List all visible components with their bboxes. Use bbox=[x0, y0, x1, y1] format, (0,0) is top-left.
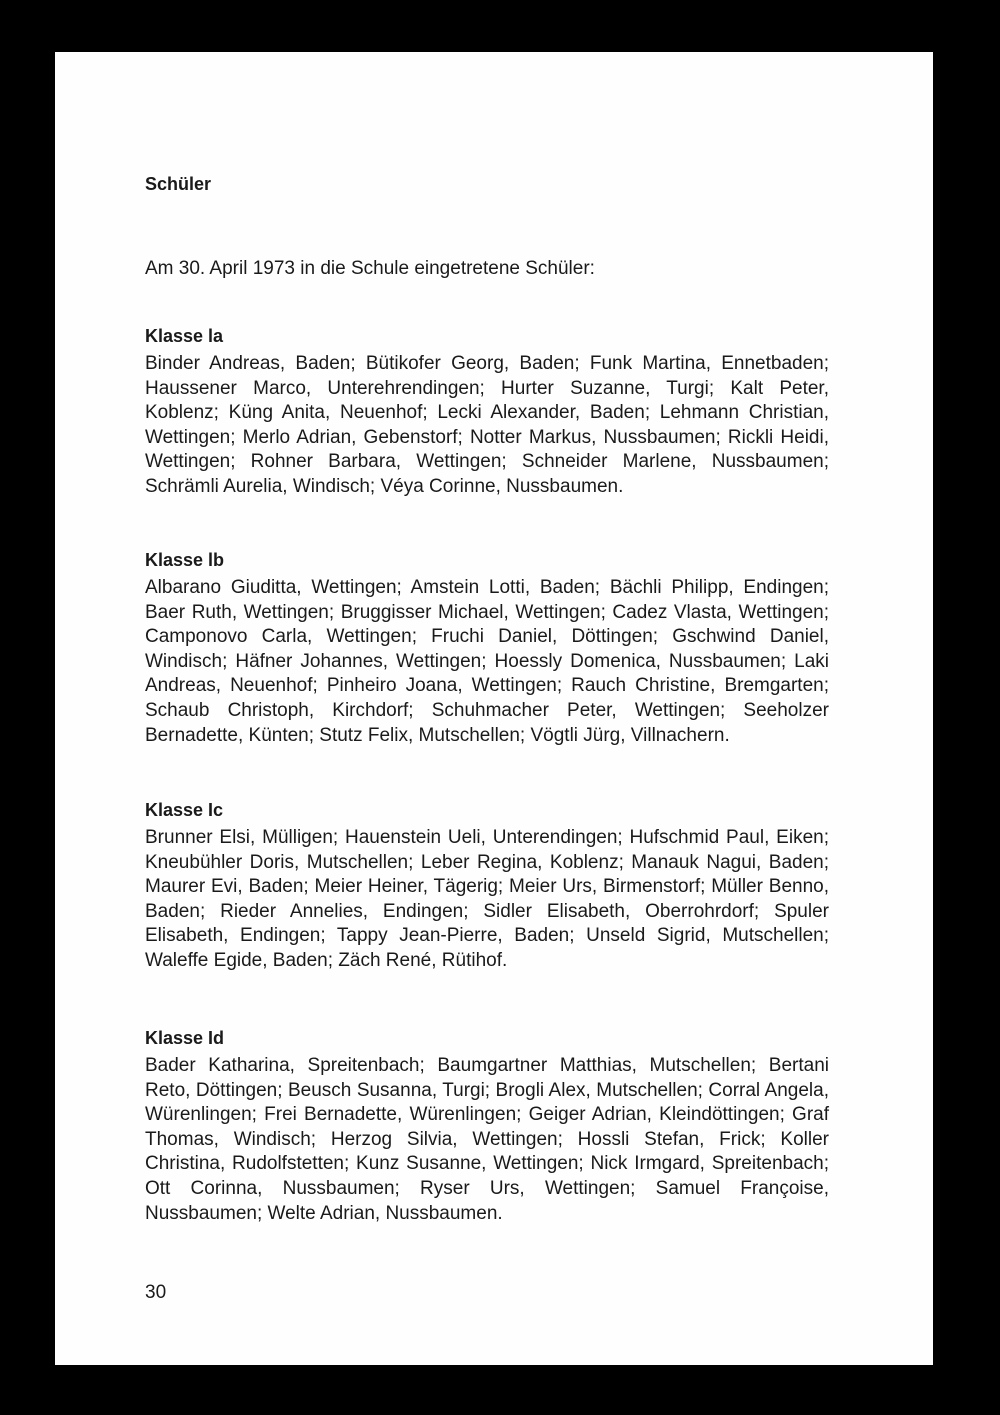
intro-text: Am 30. April 1973 in die Schule eingetretene Schüler: bbox=[145, 258, 595, 279]
section-title: Schüler bbox=[145, 174, 212, 194]
class-heading-lb: Klasse lb bbox=[145, 550, 225, 570]
class-heading-la: Klasse la bbox=[145, 326, 224, 346]
class-heading-id: Klasse Id bbox=[145, 1028, 225, 1048]
class-list-lb: Albarano Giuditta, Wettingen; Amstein Lotti, Baden; Bächli Philipp, Endingen; Baer Ruth, Wettingen; Bruggisser Michael, Wettingen; Cadez Vlasta, Wettingen; Camponovo Carla, Wettingen; Fruchi Daniel, Döttingen; Gschwind Daniel, Windisch; Häfner Johannes, Wettingen; Hoessly Domenica, Nussbaumen; Laki Andreas, Neuenhof; Pinheiro Joana, Wettingen; Rauch Christine, Bremgarten; Schaub Christoph, Kirchdorf; Schuhmacher Peter, Wettingen; Seeholzer Bernadette, Künten; Stutz Felix, Mutschellen; Vögtli Jürg, Villnachern. bbox=[145, 577, 829, 746]
class-list-la: Binder Andreas, Baden; Bütikofer Georg, Baden; Funk Martina, Ennetbaden; Haussener Marco, Unterehrendingen; Hurter Suzanne, Turgi; Kalt Peter, Koblenz; Küng Anita, Neuenhof; Lecki Alexander, Baden; Lehmann Christian, Wettingen; Merlo Adrian, Gebenstorf; Notter Markus, Nussbaumen; Rickli Heidi, Wettingen; Rohner Barbara, Wettingen; Schneider Marlene, Nussbaumen; Schrämli Aurelia, Windisch; Véya Corinne, Nussbaumen. bbox=[145, 353, 829, 497]
document-page bbox=[55, 52, 933, 1365]
class-list-id: Bader Katharina, Spreitenbach; Baumgartner Matthias, Mutschellen; Bertani Reto, Döttingen; Beusch Susanna, Turgi; Brogli Alex, Mutschellen; Corral Angela, Würenlingen; Frei Bernadette, Würenlingen; Geiger Adrian, Kleindöttingen; Graf Thomas, Windisch; Herzog Silvia, Wettingen; Hossli Stefan, Frick; Koller Christina, Rudolfstetten; Kunz Susanne, Wettingen; Nick Irmgard, Spreitenbach; Ott Corinna, Nussbaumen; Ryser Urs, Wettingen; Samuel Françoise, Nussbaumen; Welte Adrian, Nussbaumen. bbox=[145, 1055, 829, 1224]
class-list-ic: Brunner Elsi, Mülligen; Hauenstein Ueli, Unterendingen; Hufschmid Paul, Eiken; Kneubühler Doris, Mutschellen; Leber Regina, Koblenz; Manauk Nagui, Baden; Maurer Evi, Baden; Meier Heiner, Tägerig; Meier Urs, Birmenstorf; Müller Benno, Baden; Rieder Annelies, Endingen; Sidler Elisabeth, Oberrohrdorf; Spuler Elisabeth, Endingen; Tappy Jean-Pierre, Baden; Unseld Sigrid, Mutschellen; Waleffe Egide, Baden; Zäch René, Rütihof. bbox=[145, 827, 829, 971]
class-heading-ic: Klasse Ic bbox=[145, 800, 224, 820]
page-number: 30 bbox=[145, 1282, 167, 1303]
